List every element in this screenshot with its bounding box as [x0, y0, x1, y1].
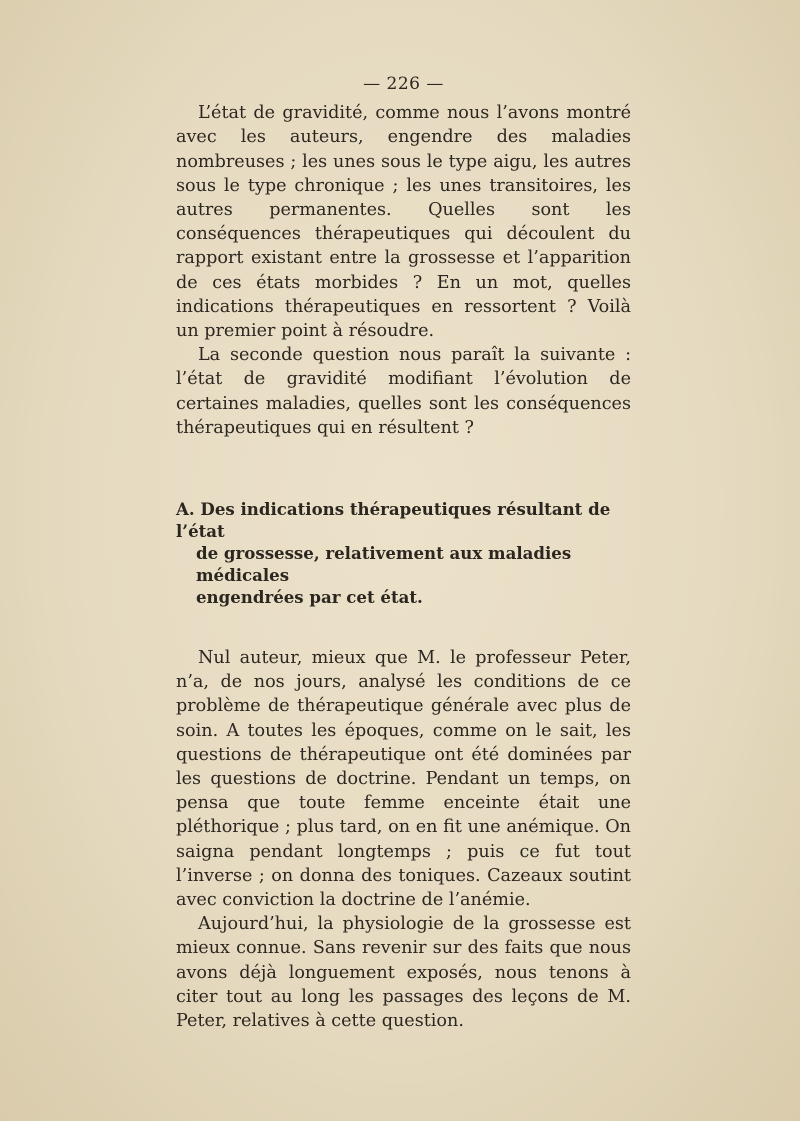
section-heading-line-1: A. Des indications thérapeutiques résultant de l’état	[176, 499, 611, 542]
section-heading-line-2: de grossesse, relativement aux maladies médicales	[196, 543, 572, 586]
paragraph-3: Nul auteur, mieux que M. le professeur Peter, n’a, de nos jours, analysé les conditions de ce problème de thérapeutique générale avec plus de soin. A toutes les époques, comme on le sait, les questions de thérapeutique ont été dominées par les questions de doctrine. Pendant un temps, on pensa que toute femme enceinte était une pléthorique ; plus tard, on en fit une anémique. On saigna pendant longtemps ; puis ce fut tout l’inverse ; on donna des toniques. Cazeaux soutint avec conviction la doctrine de l’anémie.	[176, 648, 631, 911]
page-number: — 226 —	[363, 74, 444, 94]
section-heading	[176, 498, 631, 608]
section-heading-line-3: engendrées par cet état.	[196, 587, 423, 608]
page-content	[176, 72, 631, 1033]
paragraph-2: La seconde question nous paraît la suivante : l’état de gravidité modifiant l’évolution de certaines maladies, quelles sont les conséquences thérapeutiques qui en résultent ?	[176, 345, 631, 438]
paragraph-1: L’état de gravidité, comme nous l’avons montré avec les auteurs, engendre des maladies nombreuses ; les unes sous le type aigu, les autres sous le type chronique ; les unes transitoires, les autres permanentes. Quelles sont les conséquences thérapeutiques qui découlent du rapport existant entre la grossesse et l’apparition de ces états morbides ? En un mot, quelles indications thérapeutiques en ressortent ? Voilà un premier point à résoudre.	[176, 103, 631, 342]
paragraph-4: Aujourd’hui, la physiologie de la grossesse est mieux connue. Sans revenir sur des faits que nous avons déjà longuement exposés, nous tenons à citer tout au long les passages des leçons de M. Peter, relatives à cette question.	[176, 914, 631, 1032]
